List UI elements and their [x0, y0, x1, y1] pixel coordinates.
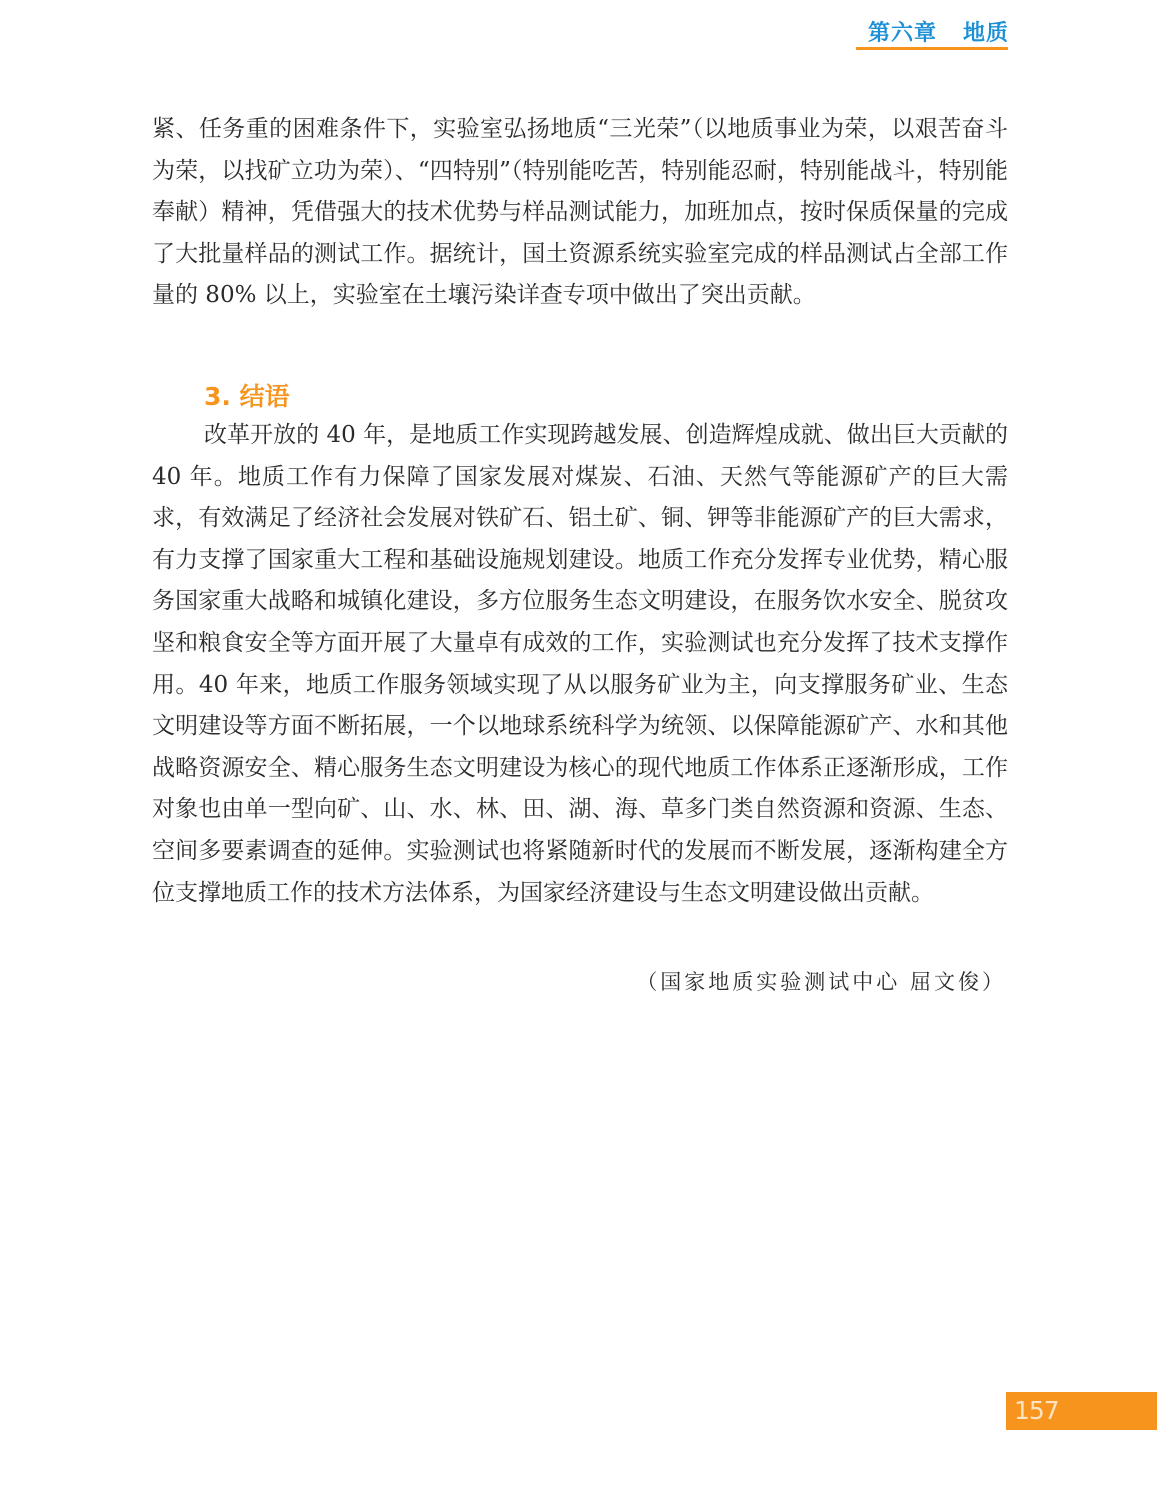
paragraph-continued: 紧、任务重的困难条件下，实验室弘扬地质“三光荣”（以地质事业为荣，以艰苦奋斗为荣，以找矿立功为荣）、“四特别”（特别能吃苦，特别能忍耐，特别能战斗，特别能奉献）精神，凭借强大的技术优势与样品测试能力，加班加点，按时保质保量的完成了大批量样品的测试工作。据统计，国土资源系统实验室完成的样品测试占全部工作量的 80% 以上，实验室在土壤污染详查专项中做出了突出贡献。 — [152, 116, 1008, 309]
page-number-tab — [1006, 1392, 1157, 1430]
page-number: 157 — [1014, 1396, 1059, 1425]
running-header — [856, 10, 1008, 50]
page-body — [152, 109, 1008, 996]
author-credit: （国家地质实验测试中心 屈文俊） — [636, 970, 1006, 995]
paragraph-conclusion: 改革开放的 40 年，是地质工作实现跨越发展、创造辉煌成就、做出巨大贡献的 40 年。地质工作有力保障了国家发展对煤炭、石油、天然气等能源矿产的巨大需求，有效满足了经济社会发展对铁矿石、铝土矿、铜、钾等非能源矿产的巨大需求，有力支撑了国家重大工程和基础设施规划建设。地质工作充分发挥专业优势，精心服务国家重大战略和城镇化建设，多方位服务生态文明建设，在服务饮水安全、脱贫攻坚和粮食安全等方面开展了大量卓有成效的工作，实验测试也充分发挥了技术支撑作用。40 年来，地质工作服务领域实现了从以服务矿业为主，向支撑服务矿业、生态文明建设等方面不断拓展，一个以地球系统科学为统领、以保障能源矿产、水和其他战略资源安全、精心服务生态文明建设为核心的现代地质工作体系正逐渐形成，工作对象也由单一型向矿、山、水、林、田、湖、海、草多门类自然资源和资源、生态、空间多要素调查的延伸。实验测试也将紧随新时代的发展而不断发展，逐渐构建全方位支撑地质工作的技术方法体系，为国家经济建设与生态文明建设做出贡献。 — [152, 421, 1008, 906]
chapter-title: 第六章 地质 — [868, 21, 1009, 46]
header-underline — [856, 47, 1008, 50]
section-heading: 3. 结语 — [204, 381, 290, 411]
